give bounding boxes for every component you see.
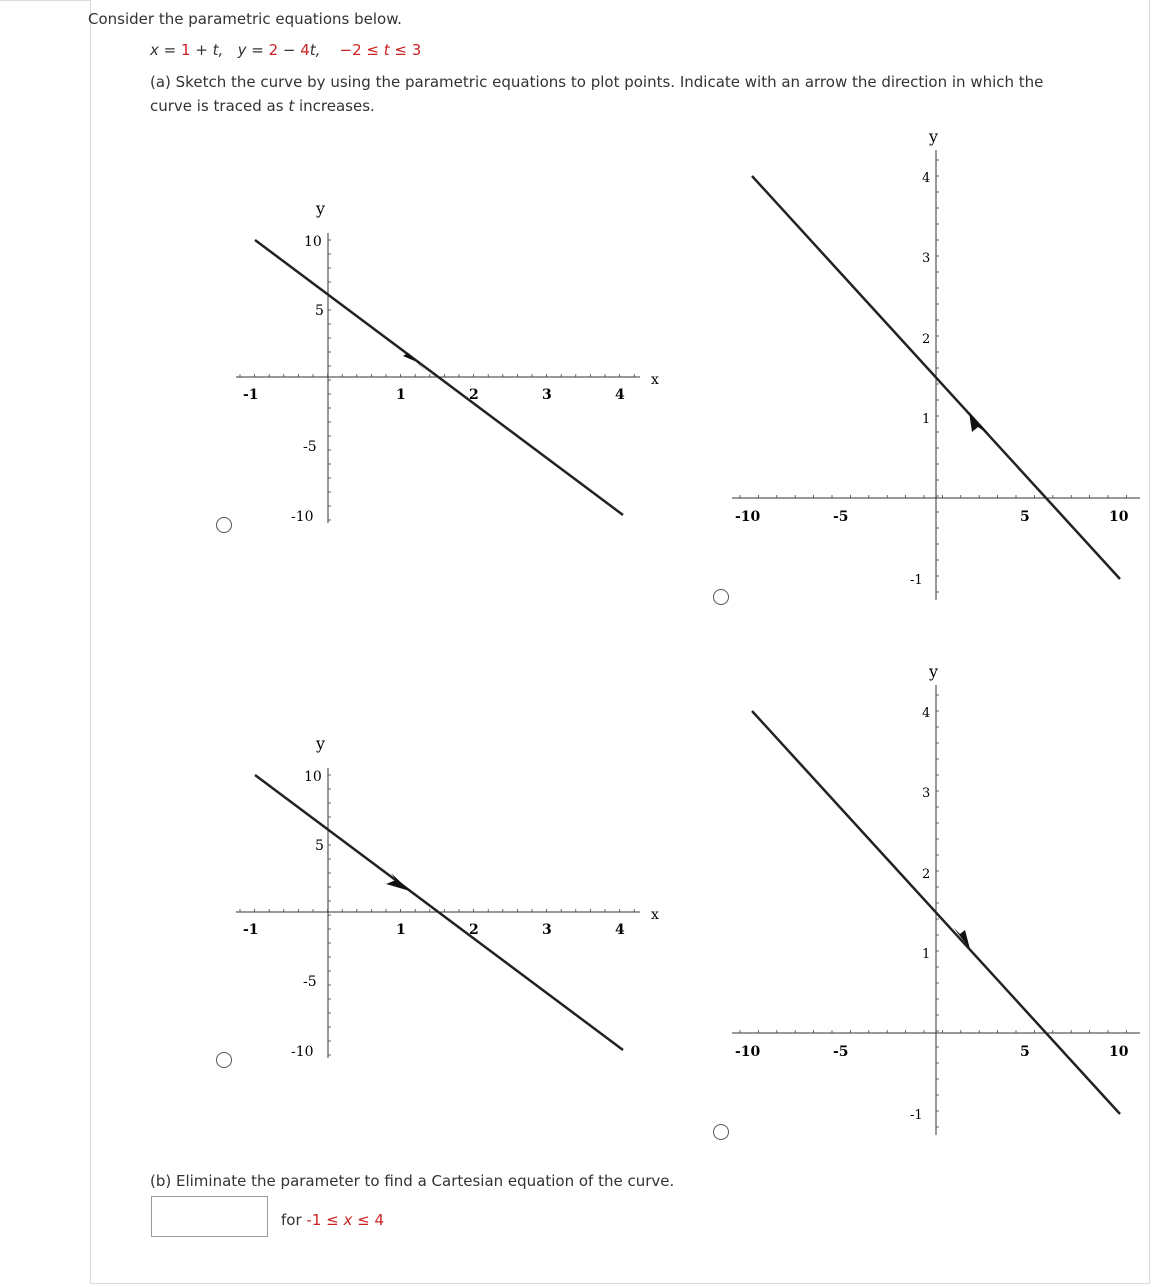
part-a-line2-post: increases. [294, 97, 375, 115]
eq-y-lhs: y = [237, 41, 269, 59]
x-tick-label: -1 [243, 922, 259, 938]
y-axis-label: y [929, 127, 939, 146]
y-tick-label: -1 [910, 1108, 923, 1123]
y-tick-label: 5 [315, 838, 324, 854]
x-tick-label: -1 [243, 387, 259, 403]
range-mid: ≤ x ≤ [321, 1211, 375, 1229]
eq-y-rest: t, [309, 41, 321, 59]
x-tick-label: 3 [542, 387, 552, 403]
range-high: 4 [374, 1211, 385, 1229]
y-tick-label: 4 [922, 171, 931, 186]
eq-x-rest: + t, [190, 41, 224, 59]
range-neg: −2 [339, 41, 362, 59]
x-tick-label: -5 [833, 1044, 849, 1060]
y-tick-label: -1 [910, 573, 923, 588]
x-tick-label: 5 [1020, 1044, 1030, 1060]
y-tick-label: 4 [922, 706, 931, 721]
y-tick-label: -5 [303, 439, 317, 455]
y-axis-label: y [929, 662, 939, 681]
x-tick-label: 1 [396, 922, 406, 938]
range-le: ≤ t ≤ [361, 41, 412, 59]
y-tick-label: -10 [291, 509, 314, 525]
x-tick-label: 3 [542, 922, 552, 938]
part-b-range [281, 1211, 384, 1229]
range-low: -1 [306, 1211, 322, 1229]
question-intro: Consider the parametric equations below. [88, 10, 402, 28]
eq-y-val1: 2 [268, 41, 279, 59]
y-tick-label: 1 [922, 947, 931, 962]
eq-x-lhs: x = [150, 41, 181, 59]
eq-y-val2: 4 [300, 41, 310, 59]
y-tick-label: 10 [304, 769, 322, 785]
x-tick-label: 2 [469, 387, 479, 403]
direction-arrow [953, 927, 970, 949]
eq-x-val: 1 [180, 41, 191, 59]
y-axis-label: y [316, 199, 326, 218]
y-tick-label: 10 [304, 234, 322, 250]
y-tick-label: 3 [922, 251, 931, 266]
x-tick-label: 4 [615, 387, 625, 403]
y-tick-label: 5 [315, 303, 324, 319]
x-tick-label: -10 [735, 1044, 761, 1060]
part-a-line1: (a) Sketch the curve by using the parametric equations to plot points. Indicate with an arrow the direction in which the [150, 73, 1044, 91]
y-tick-label: -10 [291, 1044, 314, 1060]
x-tick-label: -10 [735, 509, 761, 525]
cartesian-equation-input[interactable] [151, 1196, 268, 1237]
x-axis-label: x [651, 907, 659, 923]
part-b-text: (b) Eliminate the parameter to find a Cartesian equation of the curve. [150, 1172, 675, 1190]
y-axis-label: y [316, 734, 326, 753]
y-tick-label: 3 [922, 786, 931, 801]
part-a-t: t [288, 97, 295, 115]
y-tick-label: -5 [303, 974, 317, 990]
y-tick-label: 2 [922, 332, 931, 347]
x-tick-label: 4 [615, 922, 625, 938]
y-tick-label: 2 [922, 867, 931, 882]
eq-y-mid: − [278, 41, 301, 59]
range-pos: 3 [411, 41, 422, 59]
x-tick-label: 10 [1109, 1044, 1129, 1060]
x-tick-label: 10 [1109, 509, 1129, 525]
x-tick-label: 2 [469, 922, 479, 938]
y-tick-label: 1 [922, 412, 931, 427]
x-axis-label: x [651, 372, 659, 388]
part-a-line2-pre: curve is traced as [150, 97, 289, 115]
x-tick-label: 1 [396, 387, 406, 403]
for-label: for [281, 1211, 307, 1229]
x-tick-label: 5 [1020, 509, 1030, 525]
x-tick-label: -5 [833, 509, 849, 525]
